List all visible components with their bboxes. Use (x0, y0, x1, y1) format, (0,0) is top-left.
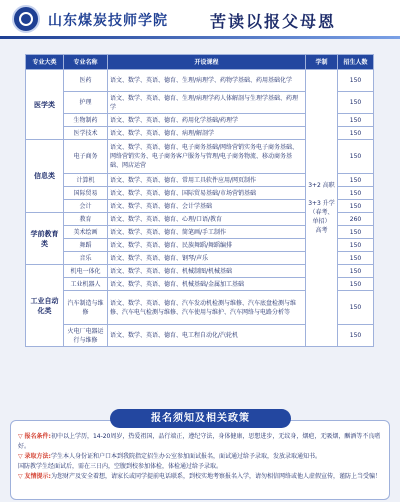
major-cell: 汽车制造与维修 (64, 291, 108, 325)
count-cell: 150 (338, 127, 374, 140)
courses-cell: 语文、数学、英语、德育、国际贸易基础/市场营销基础 (108, 187, 306, 200)
courses-cell: 语文、数学、英语、德育、简笔画/手工制作 (108, 226, 306, 239)
motto: 苦读以报父母恩 (210, 12, 337, 31)
school-logo-icon (12, 5, 40, 33)
major-cell: 教育 (64, 213, 108, 226)
major-cell: 生物制药 (64, 114, 108, 127)
courses-cell: 语文、数学、英语、德育、机械基础/金属加工基础 (108, 278, 306, 291)
count-cell: 150 (338, 325, 374, 347)
triangle-icon: ▽ (18, 473, 25, 480)
count-cell: 150 (338, 92, 374, 114)
count-cell: 150 (338, 278, 374, 291)
col-category: 专业大类 (26, 55, 64, 70)
courses-cell: 语文、数学、英语、德育、常用工具软件应用/网页制作 (108, 174, 306, 187)
major-cell: 医学技术 (64, 127, 108, 140)
count-cell: 150 (338, 174, 374, 187)
col-count: 招生人数 (338, 55, 374, 70)
schooling-cell: 3+2 高职 3+3 升学 （春考、单招） 高考 (306, 70, 338, 347)
major-cell: 美术绘画 (64, 226, 108, 239)
courses-cell: 语文、数学、英语、德育、心理/口语/教育 (108, 213, 306, 226)
count-cell: 150 (338, 200, 374, 213)
courses-cell: 语文、数学、英语、德育、病理/解剖学 (108, 127, 306, 140)
courses-cell: 语文、数学、英语、德育、生理/病理学、药物学基础、药用基础化学 (108, 70, 306, 92)
notice-notes (18, 432, 388, 482)
notice-line (18, 452, 388, 462)
major-cell: 电子商务 (64, 140, 108, 174)
notice-key: 友情提示: (24, 473, 51, 480)
majors-table (25, 54, 374, 347)
count-cell: 150 (338, 239, 374, 252)
count-cell: 150 (338, 70, 374, 92)
header (0, 0, 400, 38)
major-cell: 音乐 (64, 252, 108, 265)
category-cell: 工业自动化类 (26, 265, 64, 347)
count-cell: 150 (338, 114, 374, 127)
courses-cell: 语文、数学、英语、德育、机械制图/机械基础 (108, 265, 306, 278)
notice-text: 国防教学生经面试后，需在三日内，空腹到校参加体检，体检通过给予录取。 (18, 463, 223, 470)
notice-line (18, 432, 388, 452)
category-cell: 信息类 (26, 140, 64, 213)
category-cell: 学前教育类 (26, 213, 64, 265)
notice-key: 录取方法: (24, 453, 51, 460)
courses-cell: 语文、数学、英语、德育、生理/病理学药人体解剖与生理学基础、药理学 (108, 92, 306, 114)
count-cell: 150 (338, 291, 374, 325)
major-cell: 护理 (64, 92, 108, 114)
count-cell: 150 (338, 226, 374, 239)
major-cell: 国际贸易 (64, 187, 108, 200)
notice-line (18, 472, 388, 482)
courses-cell: 语文、数学、英语、德育、电工程自动化/汽轮机 (108, 325, 306, 347)
triangle-icon: ▽ (18, 433, 25, 440)
courses-cell: 语文、数学、英语、德育、会计学基础 (108, 200, 306, 213)
notice-text: 学生本人身份证和户口本到我院指定招生办公室参加面试报名，面试通过给予录取，发放录取通知书。 (50, 453, 321, 460)
col-schooling: 学制 (306, 55, 338, 70)
major-cell: 舞蹈 (64, 239, 108, 252)
major-cell: 计算机 (64, 174, 108, 187)
notice-text: 为您财产及安全着想，请家长或同学提前电话联系，到校实地考察报名入学，请勿相信网络或他人虚假宣传，谨防上当受骗！ (50, 473, 381, 480)
courses-cell: 语文、数学、英语、德育、药用化学基础/药理学 (108, 114, 306, 127)
notice-line (18, 462, 388, 472)
courses-cell: 语文、数学、英语、德育、电子商务基础/网络营销实务电子商务基础、网络营销实务、电子商务客户服务与管理/电子商务物流、移动商务基础、网店运营 (108, 140, 306, 174)
count-cell: 260 (338, 213, 374, 226)
count-cell: 150 (338, 252, 374, 265)
table-row (26, 70, 374, 92)
school-name: 山东煤炭技师学院 (48, 13, 168, 29)
notice-text: 初中以上学历，14-20周岁，热爱祖国，品行端正，遵纪守法，身体健康，思想进步，无纹身，烟疤，无吸烟，酗酒等不良嗜好。 (18, 433, 381, 450)
count-cell: 150 (338, 140, 374, 174)
courses-cell: 语文、数学、英语、德育、钢琴/声乐 (108, 252, 306, 265)
header-band (0, 36, 400, 39)
major-cell: 火电厂电器运行与维修 (64, 325, 108, 347)
courses-cell: 语文、数学、英语、德育、汽车发动机检测与维修、汽车底盘检测与维修、汽车电气检测与维修、汽车使用与维护、汽车网络与电路分析等 (108, 291, 306, 325)
col-major: 专业名称 (64, 55, 108, 70)
count-cell: 150 (338, 187, 374, 200)
major-cell: 工业机器人 (64, 278, 108, 291)
major-cell: 医药 (64, 70, 108, 92)
category-cell: 医学类 (26, 70, 64, 140)
notice-banner: 报名须知及相关政策 (110, 409, 291, 428)
notice-key: 报名条件: (24, 433, 51, 440)
courses-cell: 语文、数学、英语、德育、民族舞蹈/舞蹈编排 (108, 239, 306, 252)
count-cell: 150 (338, 265, 374, 278)
col-courses: 开设课程 (108, 55, 306, 70)
major-cell: 机电一体化 (64, 265, 108, 278)
triangle-icon: ▽ (18, 453, 25, 460)
major-cell: 会计 (64, 200, 108, 213)
